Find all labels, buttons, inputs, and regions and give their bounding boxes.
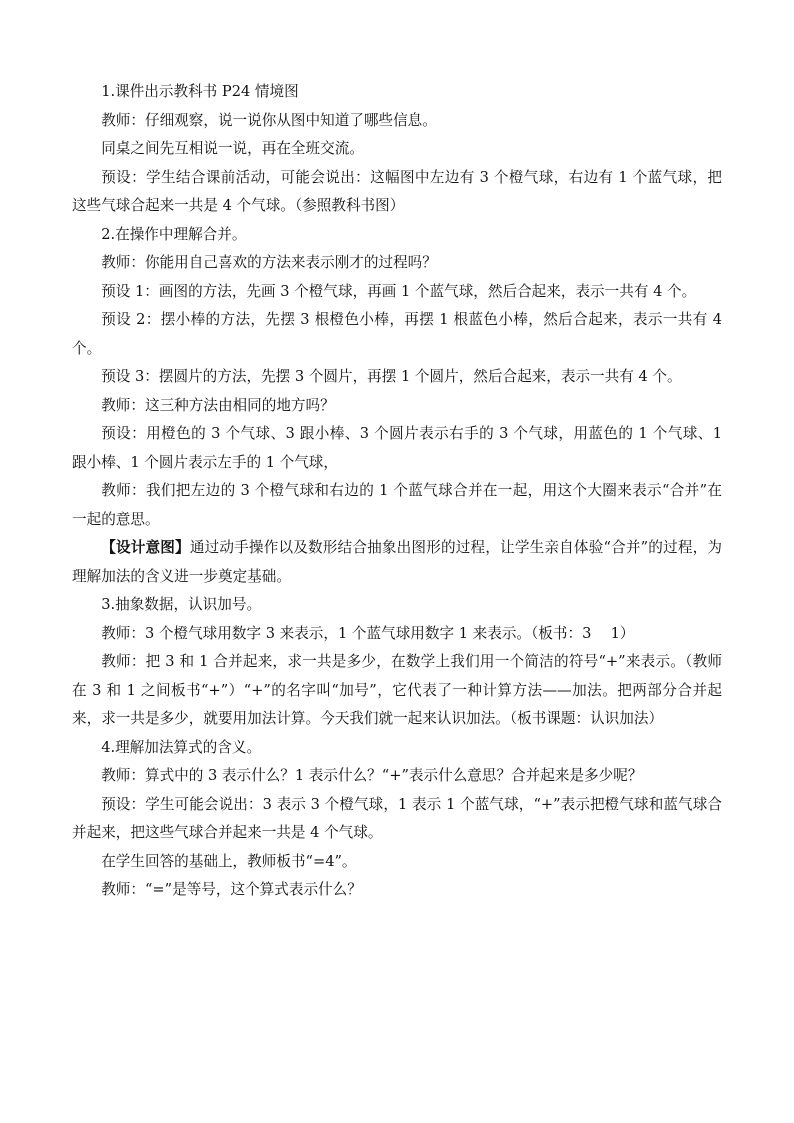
paragraph-3: 同桌之间先互相说一说，再在全班交流。	[101, 140, 364, 157]
paragraph-8: 预设 2：摆小棒的方法，先摆 3 根橙色小棒，再摆 1 根蓝色小棒，然后合起来，表示一共有 4 个。	[72, 311, 722, 357]
paragraph-13	[72, 534, 722, 591]
design-intent-label: 【设计意图】	[101, 539, 190, 556]
design-intent-text: 通过动手操作以及数形结合抽象出图形的过程，让学生亲自体验“合并”的过程，为理解加法的含义进一步奠定基础。	[72, 539, 722, 585]
paragraph-11: 预设：用橙色的 3 个气球、3 跟小棒、3 个圆片表示右手的 3 个气球，用蓝色的 1 个气球、1 跟小棒、1 个圆片表示左手的 1 个气球，	[72, 425, 722, 471]
paragraph-5: 2.在操作中理解合并。	[101, 225, 247, 243]
document-body	[72, 78, 722, 905]
paragraph-14: 3.抽象数据，认识加号。	[101, 596, 262, 613]
paragraph-9: 预设 3：摆圆片的方法，先摆 3 个圆片，再摆 1 个圆片，然后合起来，表示一共有 4 个。	[101, 368, 682, 385]
paragraph-12: 教师：我们把左边的 3 个橙气球和右边的 1 个蓝气球合并在一起，用这个大圈来表示“合并”在一起的意思。	[72, 482, 722, 528]
paragraph-16: 教师：把 3 和 1 合并起来，求一共是多少，在数学上我们用一个简洁的符号“+”来表示。（教师在 3 和 1 之间板书“+”）“+”的名字叫“加号”，它代表了一种计算方法——加法。把两部分合并起来，求一共是多少，就要用加法计算。今天我们就一起来认识加法。（板书课题：认识加法）	[72, 653, 722, 727]
paragraph-4: 预设：学生结合课前活动，可能会说出：这幅图中左边有 3 个橙气球，右边有 1 个蓝气球，把这些气球合起来一共是 4 个气球。（参照教科书图）	[72, 168, 722, 214]
paragraph-15: 教师：3 个橙气球用数字 3 来表示，1 个蓝气球用数字 1 来表示。（板书：3 1）	[101, 624, 635, 642]
paragraph-1: 1.课件出示教科书 P24 情境图	[101, 83, 299, 100]
paragraph-21: 教师：“=”是等号，这个算式表示什么？	[101, 881, 362, 898]
paragraph-10: 教师：这三种方法由相同的地方吗？	[101, 396, 335, 414]
paragraph-18: 教师：算式中的 3 表示什么？1 表示什么？“+”表示什么意思？合并起来是多少呢？	[101, 767, 643, 784]
paragraph-20: 在学生回答的基础上，教师板书“=4”。	[101, 852, 357, 870]
paragraph-6: 教师：你能用自己喜欢的方法来表示刚才的过程吗？	[101, 254, 437, 271]
paragraph-17: 4.理解加法算式的含义。	[101, 738, 262, 756]
paragraph-7: 预设 1：画图的方法，先画 3 个橙气球，再画 1 个蓝气球，然后合起来，表示一共有 4 个。	[101, 282, 697, 300]
paragraph-19: 预设：学生可能会说出：3 表示 3 个橙气球，1 表示 1 个蓝气球，“+”表示把橙气球和蓝气球合并起来，把这些气球合并起来一共是 4 个气球。	[72, 795, 722, 841]
paragraph-2: 教师：仔细观察，说一说你从图中知道了哪些信息。	[101, 111, 437, 129]
